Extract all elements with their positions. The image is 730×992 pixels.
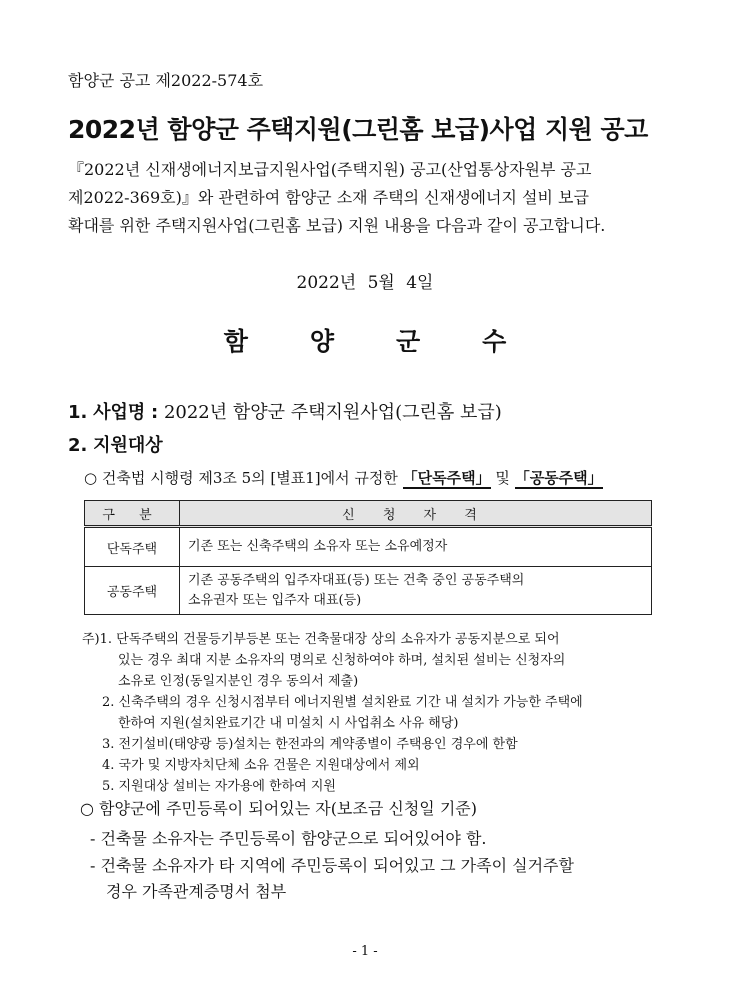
section-label: 지원대상 [93,435,163,456]
intro-line: 『2022년 신재생에너지보급지원사업(주택지원) 공고(산업통상자원부 공고 [68,160,592,179]
intro-line: 확대를 위한 주택지원사업(그린홈 보급) 지원 내용을 다음과 같이 공고합니다. [68,216,606,235]
table-cell-type: 단독주택 [85,527,180,567]
footnote-line: 한하여 지원(설치완료기간 내 미설치 시 사업취소 사유 해당) [118,716,459,731]
table-header-category: 구 분 [85,501,180,527]
criteria-conjunction: 및 [495,469,510,487]
page-number: - 1 - [352,944,378,959]
section-business-name [68,398,502,424]
residency-item: - 건축물 소유자는 주민등록이 함양군으로 되어있어야 함. [90,829,487,848]
table-row [85,567,652,615]
section-label: 사업명 [93,402,146,423]
footnote-line: 4. 국가 및 지방자치단체 소유 건물은 지원대상에서 제외 [102,758,420,773]
document-title: 2022년 함양군 주택지원(그린홈 보급)사업 지원 공고 [68,115,648,144]
eligibility-criteria [84,467,603,488]
footnote-line: 5. 지원대상 설비는 자가용에 한하여 지원 [102,779,336,794]
residency-heading: ○ 함양군에 주민등록이 되어있는 자(보조금 신청일 기준) [80,799,477,818]
notice-number: 함양군 공고 제2022-574호 [68,71,264,90]
table-cell-type: 공동주택 [85,567,180,615]
section-eligibility [68,431,163,457]
qualification-line: 소유권자 또는 입주자 대표(등) [188,592,362,608]
issuer: 함양군수 [223,327,569,356]
table-cell-qualification [180,527,652,567]
qualification-line: 기존 또는 신축주택의 소유자 또는 소유예정자 [188,539,448,554]
housing-type-detached: 「단독주택」 [402,469,491,487]
residency-item-continued: 경우 가족관계증명서 첨부 [106,882,287,901]
intro-line: 제2022-369호)』와 관련하여 함양군 소재 주택의 신재생에너지 설비 보급 [68,188,589,207]
footnote-line: 주)1. 단독주택의 건물등기부등본 또는 건축물대장 상의 소유자가 공동지분으로 되어 [82,632,560,647]
footnote-line: 2. 신축주택의 경우 신청시점부터 에너지원별 설치완료 기간 내 설치가 가능한 주택에 [102,695,583,710]
section-number: 1. [68,402,88,423]
intro-paragraph [68,156,668,240]
announcement-date: 2022년 5월 4일 [296,273,434,293]
footnote-line: 소유로 인정(동일지분인 경우 동의서 제출) [118,674,359,689]
section-separator: : [151,402,159,423]
qualification-line: 기존 공동주택의 입주자대표(등) 또는 건축 중인 공동주택의 [188,572,525,588]
section-number: 2. [68,435,88,456]
section-value: 2022년 함양군 주택지원사업(그린홈 보급) [163,402,502,423]
criteria-text: ○ 건축법 시행령 제3조 5의 [별표1]에서 규정한 [84,469,398,487]
residency-item: - 건축물 소유자가 타 지역에 주민등록이 되어있고 그 가족이 실거주할 [90,856,574,875]
table-header-row [85,501,652,527]
table-row [85,527,652,567]
footnote-line: 3. 전기설비(태양광 등)설치는 한전과의 계약종별이 주택용인 경우에 한함 [102,737,518,752]
eligibility-table [84,500,652,615]
table-header-qualification: 신 청 자 격 [180,501,652,527]
housing-type-apartment: 「공동주택」 [514,469,603,487]
footnote-line: 있는 경우 최대 지분 소유자의 명의로 신청하여야 하며, 설치된 설비는 신청자의 [118,653,566,668]
table-cell-qualification [180,567,652,615]
footnotes [82,629,662,797]
